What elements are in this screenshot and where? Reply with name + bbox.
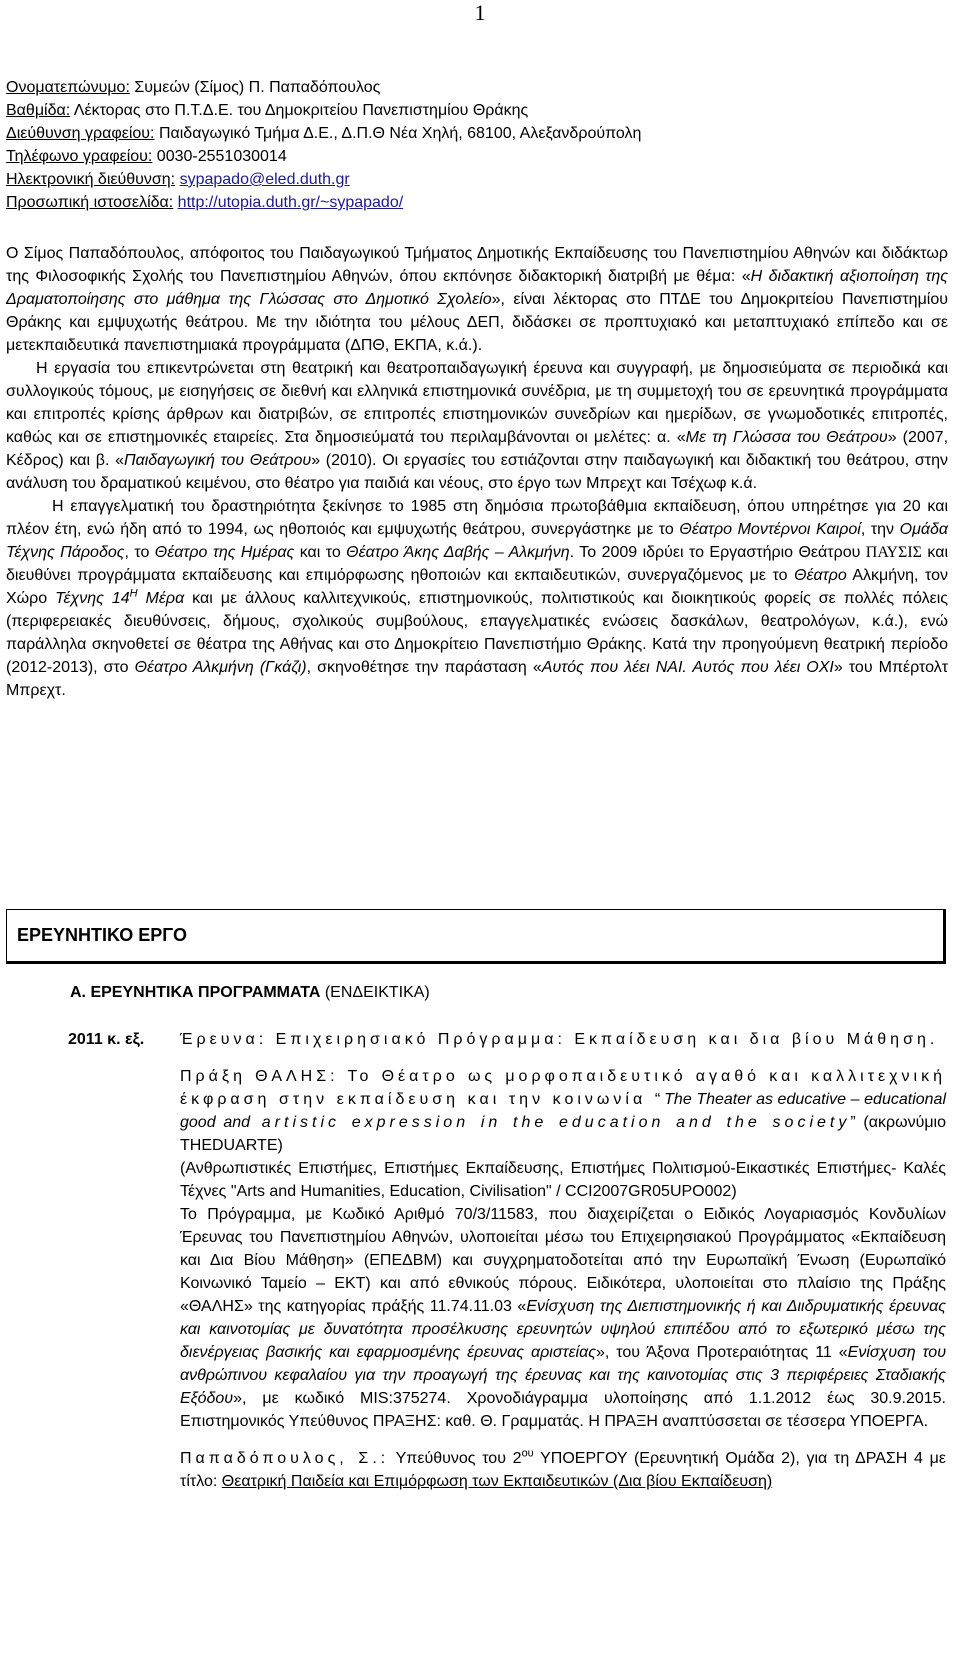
bio-p1-text-a: Ο Σίμος Παπαδόπουλος, απόφοιτος του Παιδαγωγικού Τμήματος Δημοτικής Εκπαίδευσης του Πανεπιστημίου Αθηνών και διδάκτωρ της Φιλοσοφικής Σχολής του Πανεπιστημίου Αθηνών, όπου εκπόνησε διδακτορική διατριβή με θέμα: «	[6, 245, 948, 285]
project-description	[180, 1203, 946, 1433]
phone-label: Τηλέφωνο γραφείου:	[6, 148, 153, 165]
phone-value: 0030-2551030014	[152, 148, 287, 165]
section-title: ΕΡΕΥΝΗΤΙΚΟ ΕΡΓΟ	[17, 925, 188, 945]
bio-p2-text-b: » (2007, Κέδρος) και β. «	[6, 429, 949, 469]
bio-paragraph-3	[6, 495, 948, 702]
bio-paragraph-1	[6, 242, 948, 357]
project-role-text-b: ΥΠΟΕΡΓΟΥ (Ερευνητική Ομάδα 2), για τη ΔΡΑΣΗ 4 με τίτλο:	[180, 1450, 947, 1490]
project-body	[180, 1065, 946, 1493]
project-b1-english-1: The Theater as educative – educational good and	[180, 1091, 946, 1131]
bio-p3-text-a: Η επαγγελματική του δραστηριότητα ξεκίνησε το 1985 στη δημόσια πρωτοβάθμια εκπαίδευση, όπου υπηρέτησε για 20 και πλέον έτη, ενώ ήδη από το 1994, ως ηθοποιός και εμψυχωτής θεάτρου, συνεργάστηκε με το	[6, 498, 948, 538]
bio-thesis-title: Η διδακτική αξιοποίηση της Δραματοποίησης στο μάθημα της Γλώσσας στο Δημοτικό Σχολείο	[6, 268, 948, 308]
bio-book-1: Με τη Γλώσσα του Θεάτρου	[685, 429, 888, 446]
subsection-heading-programs	[70, 984, 430, 1002]
project-b3-text-c: », με κωδικό MIS:375274. Χρονοδιάγραμμα υλοποίησης από 1.1.2012 έως 30.9.2015. Επιστημονικός Υπεύθυνος ΠΡΑΞΗΣ: καθ. Θ. Γραμματάς. Η ΠΡΑΞΗ αναπτύσσεται σε τέσσερα ΥΠΟΕΡΓΑ.	[180, 1390, 946, 1430]
biography	[6, 242, 948, 702]
project-role-sup: ου	[521, 1447, 534, 1460]
project-fields: (Ανθρωπιστικές Επιστήμες, Επιστήμες Εκπαίδευσης, Επιστήμες Πολιτισμού-Εικαστικές Επιστήμες- Καλές Τέχνες "Arts and Humanities, Education, Civilisation" / CCI2007GR05UPO002)	[180, 1160, 946, 1200]
page-number: 1	[474, 0, 486, 25]
website-link[interactable]: http://utopia.duth.gr/~sypapado/	[177, 194, 404, 211]
project-b1-english-2: artistic expression in the education and the society	[250, 1114, 851, 1131]
bio-theatre-5: Θέατρο	[794, 567, 847, 584]
project-entry	[68, 1028, 946, 1493]
contact-rank	[6, 99, 946, 122]
email-label: Ηλεκτρονική διεύθυνση:	[6, 171, 176, 188]
project-b3-text-a: Το Πρόγραμμα, με Κωδικό Αριθμό 70/3/11583, που διαχειρίζεται ο Ειδικός Λογαριασμός Κονδυλίων Έρευνας του Πανεπιστημίου Αθηνών, υλοποιείται μέσω του Επιχειρησιακού Προγράμματος «Εκπαίδευση και Δια Βίου Μάθηση» (ΕΠΕΔΒΜ) και συγχρηματοδοτείται από την Ευρωπαϊκή Ένωση (Ευρωπαϊκό Κοινωνικό Ταμείο – ΕΚΤ) και από εθνικούς πόρους. Ειδικότερα, υλοποιείται στο πλαίσιο της Πράξης «ΘΑΛΗΣ» της κατηγορίας πράξής 11.74.11.03 «	[180, 1206, 946, 1315]
name-label: Ονοματεπώνυμο:	[6, 79, 130, 96]
bio-paragraph-2	[6, 357, 948, 495]
project-b3-italic-1: Ενίσχυση της Διεπιστημονικής ή και Διιδρυματικής έρευνας και καινοτομίας με δυνατότητα προσέλκυσης ερευνητών υψηλού επιπέδου από το εξωτερικό μέσω της διενέργειας βασικής και εφαρμοσμένης έρευνας αριστείας	[180, 1298, 946, 1361]
contact-address	[6, 122, 946, 145]
project-header	[68, 1028, 946, 1051]
address-label: Διεύθυνση γραφείου:	[6, 125, 155, 142]
bio-p3-text-f: και διευθύνει προγράμματα εκπαίδευσης και επιμόρφωσης ηθοποιών και εκπαιδευτικών, συνεργαζόμενος με το	[6, 544, 949, 584]
project-b1-text-b: ” (ακρωνύμιο THEDUARTE)	[180, 1114, 947, 1154]
rank-value: Λέκτορας στο Π.Τ.Δ.Ε. του Δημοκριτείου Πανεπιστημίου Θράκης	[70, 102, 529, 119]
bio-theatre-6: Τέχνης 14	[55, 590, 130, 607]
email-link[interactable]: sypapado@eled.duth.gr	[179, 171, 350, 188]
bio-theatre-2: Ομάδα Τέχνης Πάροδος	[6, 521, 948, 561]
project-action-thales	[180, 1065, 946, 1157]
bio-p3-text-g: Αλκμήνη, τον Χώρο	[6, 567, 949, 607]
project-year: 2011 κ. εξ.	[68, 1031, 145, 1048]
contact-phone	[6, 145, 946, 168]
section-heading-research	[6, 909, 946, 964]
bio-play-title: Αυτός που λέει ΝΑΙ. Αυτός που λέει ΟΧΙ	[541, 659, 834, 676]
bio-p1-text-b: », είναι λέκτορας στο ΠΤΔΕ του Δημοκριτείου Πανεπιστημίου Θράκης και εμψυχωτής θεάτρου. Με την ιδιότητα του μέλους ΔΕΠ, διδάσκει σε προπτυχιακό και μεταπτυχιακό επίπεδο και σε μετεκπαιδευτικά πανεπιστημιακά προγράμματα (ΔΠΘ, ΕΚΠΑ, κ.ά.).	[6, 291, 948, 354]
project-role-title: Θεατρική Παιδεία και Επιμόρφωση των Εκπαιδευτικών (Δια βίου Εκπαίδευση)	[221, 1473, 773, 1490]
contact-name	[6, 76, 946, 99]
bio-p2-text-c: » (2010). Οι εργασίες του εστιάζονται στην παιδαγωγική και διδακτική του θεάτρου, στην ανάλυση του δραματικού κειμένου, στο θέατρο για παιδιά και νέους, στο έργο των Μπρεχτ και Τσέχωφ κ.ά.	[6, 452, 949, 492]
bio-p3-text-c: , το	[124, 544, 155, 561]
bio-p3-text-b: , την	[860, 521, 900, 538]
contact-email	[6, 168, 946, 191]
project-b3-italic-2: Ενίσχυση του ανθρώπινου κεφαλαίου για την προαγωγή της έρευνας και της καινοτομίας στις 3 περιφέρειες Σταδιακής Εξόδου	[180, 1344, 946, 1407]
subsection-note: (ΕΝΔΕΙΚΤΙΚΑ)	[324, 984, 430, 1001]
name-value: Συμεών (Σίμος) Π. Παπαδόπουλος	[129, 79, 381, 96]
bio-theatre-4: Θέατρο Άκης Δαβής – Αλκμήνη	[346, 544, 570, 561]
bio-theatre-7: Θέατρο Αλκμήνη (Γκάζι)	[134, 659, 307, 676]
project-b1-text-a: Πράξη ΘΑΛΗΣ: Το Θέατρο ως μορφοπαιδευτικό αγαθό και καλλιτεχνική έκφραση στην εκπαίδευση και την κοινωνία “	[180, 1068, 946, 1108]
bio-theatre-6-sup: Η	[129, 587, 138, 600]
bio-p3-text-h: και με άλλους καλλιτεχνικούς, επιστημονικούς, πολιτιστικούς και διοικητικούς φορείς σε πολλές πόλεις (περιφερειακές διευθύνσεις, δήμους, σχολικούς συμβούλους, επαγγελματικές ενώσεις δασκάλων, θεατρολόγων, κ.ά.), ενώ παράλληλα σκηνοθετεί σε θέατρα της Αθήνας και στο Δημοκρίτειο Πανεπιστήμιο Θράκης. Κατά την προηγούμενη θεατρική περίοδο (2012-2013), στο	[6, 590, 949, 676]
bio-p3-text-j: » του Μπέρτολτ Μπρεχτ.	[6, 659, 949, 699]
contact-website	[6, 191, 946, 214]
bio-p3-text-i: , σκηνοθέτησε την παράσταση «	[306, 659, 542, 676]
bio-theatre-1: Θέατρο Μοντέρνοι Καιροί	[679, 521, 861, 538]
bio-p3-text-d: και το	[294, 544, 347, 561]
project-role-text-a: Υπεύθυνος του 2	[389, 1450, 522, 1467]
contact-info	[6, 76, 946, 214]
bio-p3-text-e: . Το 2009 ιδρύει το Εργαστήριο Θεάτρου	[569, 544, 866, 561]
subsection-title: Α. ΕΡΕΥΝΗΤΙΚΑ ΠΡΟΓΡΑΜΜΑΤΑ	[70, 984, 321, 1001]
rank-label: Βαθμίδα:	[6, 102, 71, 119]
bio-p2-text-a: Η εργασία του επικεντρώνεται στη θεατρική και θεατροπαιδαγωγική έρευνα και συγγραφή, με δημοσιεύματα σε περιοδικά και συλλογικούς τόμους, με εισηγήσεις σε διεθνή και ελληνικά επιστημονικά συνέδρια, με τη συμμετοχή του σε ερευνητικά προγράμματα και επιτροπές κρίσης άρθρων και διατριβών, σε επιτροπές επιστημονικών συνεδρίων και ημερίδων, σε γνωμοδοτικές επιτροπές, καθώς και σε επιστημονικές εταιρείες. Στα δημοσιεύματά του περιλαμβάνονται οι μελέτες: α. «	[6, 360, 948, 446]
bio-theatre-6-end: Μέρα	[137, 590, 185, 607]
project-title: Έρευνα: Επιχειρησιακό Πρόγραμμα: Εκπαίδευση και δια βίου Μάθηση.	[180, 1031, 939, 1048]
address-value: Παιδαγωγικό Τμήμα Δ.Ε., Δ.Π.Θ Νέα Χηλή, 68100, Αλεξανδρούπολη	[154, 125, 642, 142]
project-role	[180, 1447, 946, 1493]
project-role-name: Παπαδόπουλος, Σ.:	[180, 1450, 390, 1467]
bio-book-2: Παιδαγωγική του Θεάτρου	[124, 452, 312, 469]
website-label: Προσωπική ιστοσελίδα:	[6, 194, 174, 211]
bio-theatre-3: Θέατρο της Ημέρας	[154, 544, 295, 561]
project-b3-text-b: », του Άξονα Προτεραιότητας 11 «	[595, 1344, 848, 1361]
bio-pausis-workshop: ΠΑΥΣΙΣ	[865, 544, 922, 561]
